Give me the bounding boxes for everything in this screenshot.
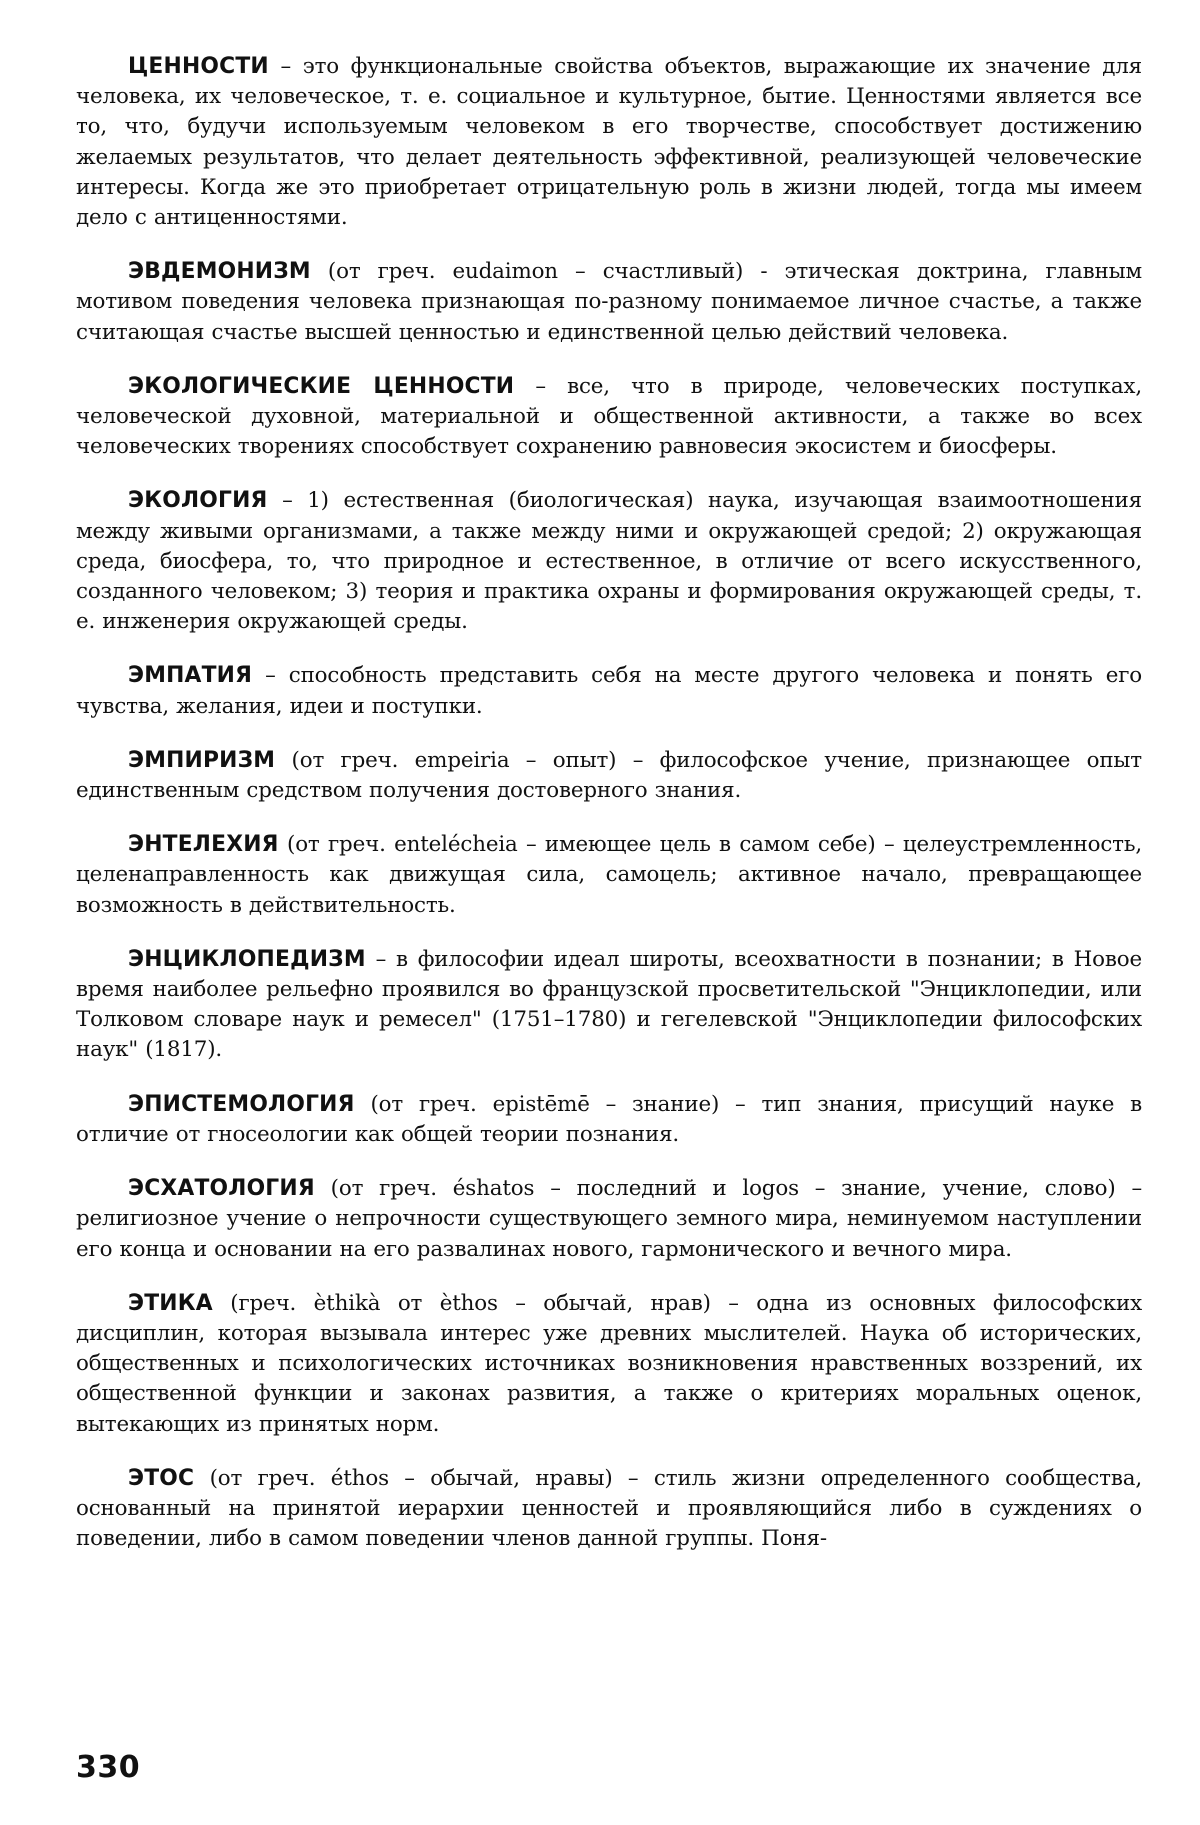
entry-definition: – 1) естественная (биологическая) наука, изучающая взаимоотношения между живыми организмами, а также между ними и окружающей средой; 2) окружающая среда, биосфера, то, что природное и естественное, в отличие от всего искусственного, созданного человеком; 3) теория и практика охраны и формирования окружающей среды, т. е. инженерия окружающей среды. [76, 488, 1142, 635]
entry-definition: (от греч. eudaimon – счастливый) - этическая доктрина, главным мотивом поведения человека признающая по-разному понимаемое личное счастье, а также считающая счастье высшей ценностью и единственной целью действий человека. [76, 259, 1142, 345]
entry-definition: – это функциональные свойства объектов, выражающие их значение для человека, их человеческое, т. е. социальное и культурное, бытие. Ценностями является все то, что, будучи используемым человеком в его творчестве, способствует достижению желаемых результатов, что делает деятельность эффективной, реализующей человеческие интересы. Когда же это приобретает отрицательную роль в жизни людей, тогда мы имеем дело с антиценностями. [76, 54, 1142, 231]
entry-evdemonizm [76, 257, 1142, 348]
entry-definition: (от греч. éshatos – последний и logos – знание, учение, слово) – религиозное учение о непрочности существующего земного мира, неминуемом наступлении его конца и основании на его развалинах нового, гармонического и вечного мира. [76, 1176, 1142, 1262]
entry-entsiklopedizm [76, 945, 1142, 1066]
entry-definition: (от греч. éthos – обычай, нравы) – стиль жизни определенного сообщества, основанный на принятой иерархии ценностей и проявляющийся либо в суждениях о поведении, либо в самом поведении членов данной группы. Поня- [76, 1465, 1142, 1552]
entry-term: ЭМПИРИЗМ [128, 747, 276, 773]
entry-term: ЦЕННОСТИ [128, 54, 269, 79]
entry-term: ЭНТЕЛЕХИЯ [128, 832, 279, 858]
entry-term: ЭНЦИКЛОПЕДИЗМ [128, 946, 366, 972]
page-number: 330 [76, 1750, 141, 1785]
entry-ekologiya [76, 486, 1142, 637]
entry-ekologicheskie-tsennosti [76, 372, 1142, 463]
entry-definition: (от греч. epistēmē – знание) – тип знания, присущий науке в отличие от гносеологии как общей теории познания. [76, 1091, 1142, 1147]
entry-definition: (от греч. empeiria – опыт) – философское учение, признающее опыт единственным средством получения достоверного знания. [76, 747, 1142, 804]
entry-definition: (от греч. entelécheia – имеющее цель в самом себе) – целеустремленность, целенаправленность как движущая сила, самоцель; активное начало, превращающее возможность в действительность. [76, 832, 1142, 918]
entry-definition: (греч. èthikà от èthos – обычай, нрав) – одна из основных философских дисциплин, которая вызывала интерес уже древних мыслителей. Наука об исторических, общественных и психологических источниках возникновения нравственных воззрений, их общественной функции и законах развития, а также о критериях моральных оценок, вытекающих из принятых норм. [76, 1290, 1142, 1437]
entry-eskhatologiya [76, 1174, 1142, 1265]
entry-term: ЭКОЛОГИЧЕСКИЕ ЦЕННОСТИ [128, 373, 515, 399]
entry-definition: – в философии идеал широты, всеохватности в познании; в Новое время наиболее рельефно проявился во французской просветительской "Энциклопедии, или Толковом словаре наук и ремесел" (1751–1780) и гегелевской "Энциклопедии философских наук" (1817). [76, 946, 1142, 1063]
entry-term: ЭВДЕМОНИЗМ [128, 259, 311, 285]
entry-term: ЭМПАТИЯ [128, 663, 253, 689]
entry-term: ЭСХАТОЛОГИЯ [128, 1176, 315, 1202]
entry-term: ЭКОЛОГИЯ [128, 488, 268, 514]
entry-entelekhiya [76, 830, 1142, 921]
entry-etos [76, 1464, 1142, 1555]
entry-definition: – все, что в природе, человеческих поступках, человеческой духовной, материальной и общественной активности, а также во всех человеческих творениях способствует сохранению равновесия экосистем и биосферы. [76, 373, 1142, 460]
entry-empirizm [76, 746, 1142, 806]
entry-definition: – способность представить себя на месте другого человека и понять его чувства, желания, идеи и поступки. [76, 663, 1142, 719]
dictionary-entries [76, 52, 1142, 1554]
entry-term: ЭТОС [128, 1465, 195, 1491]
entry-epistemologiya [76, 1090, 1142, 1150]
entry-empatiya [76, 661, 1142, 721]
entry-etika [76, 1289, 1142, 1440]
entry-tsennosti [76, 52, 1142, 233]
entry-term: ЭПИСТЕМОЛОГИЯ [128, 1091, 355, 1117]
entry-term: ЭТИКА [128, 1290, 213, 1316]
